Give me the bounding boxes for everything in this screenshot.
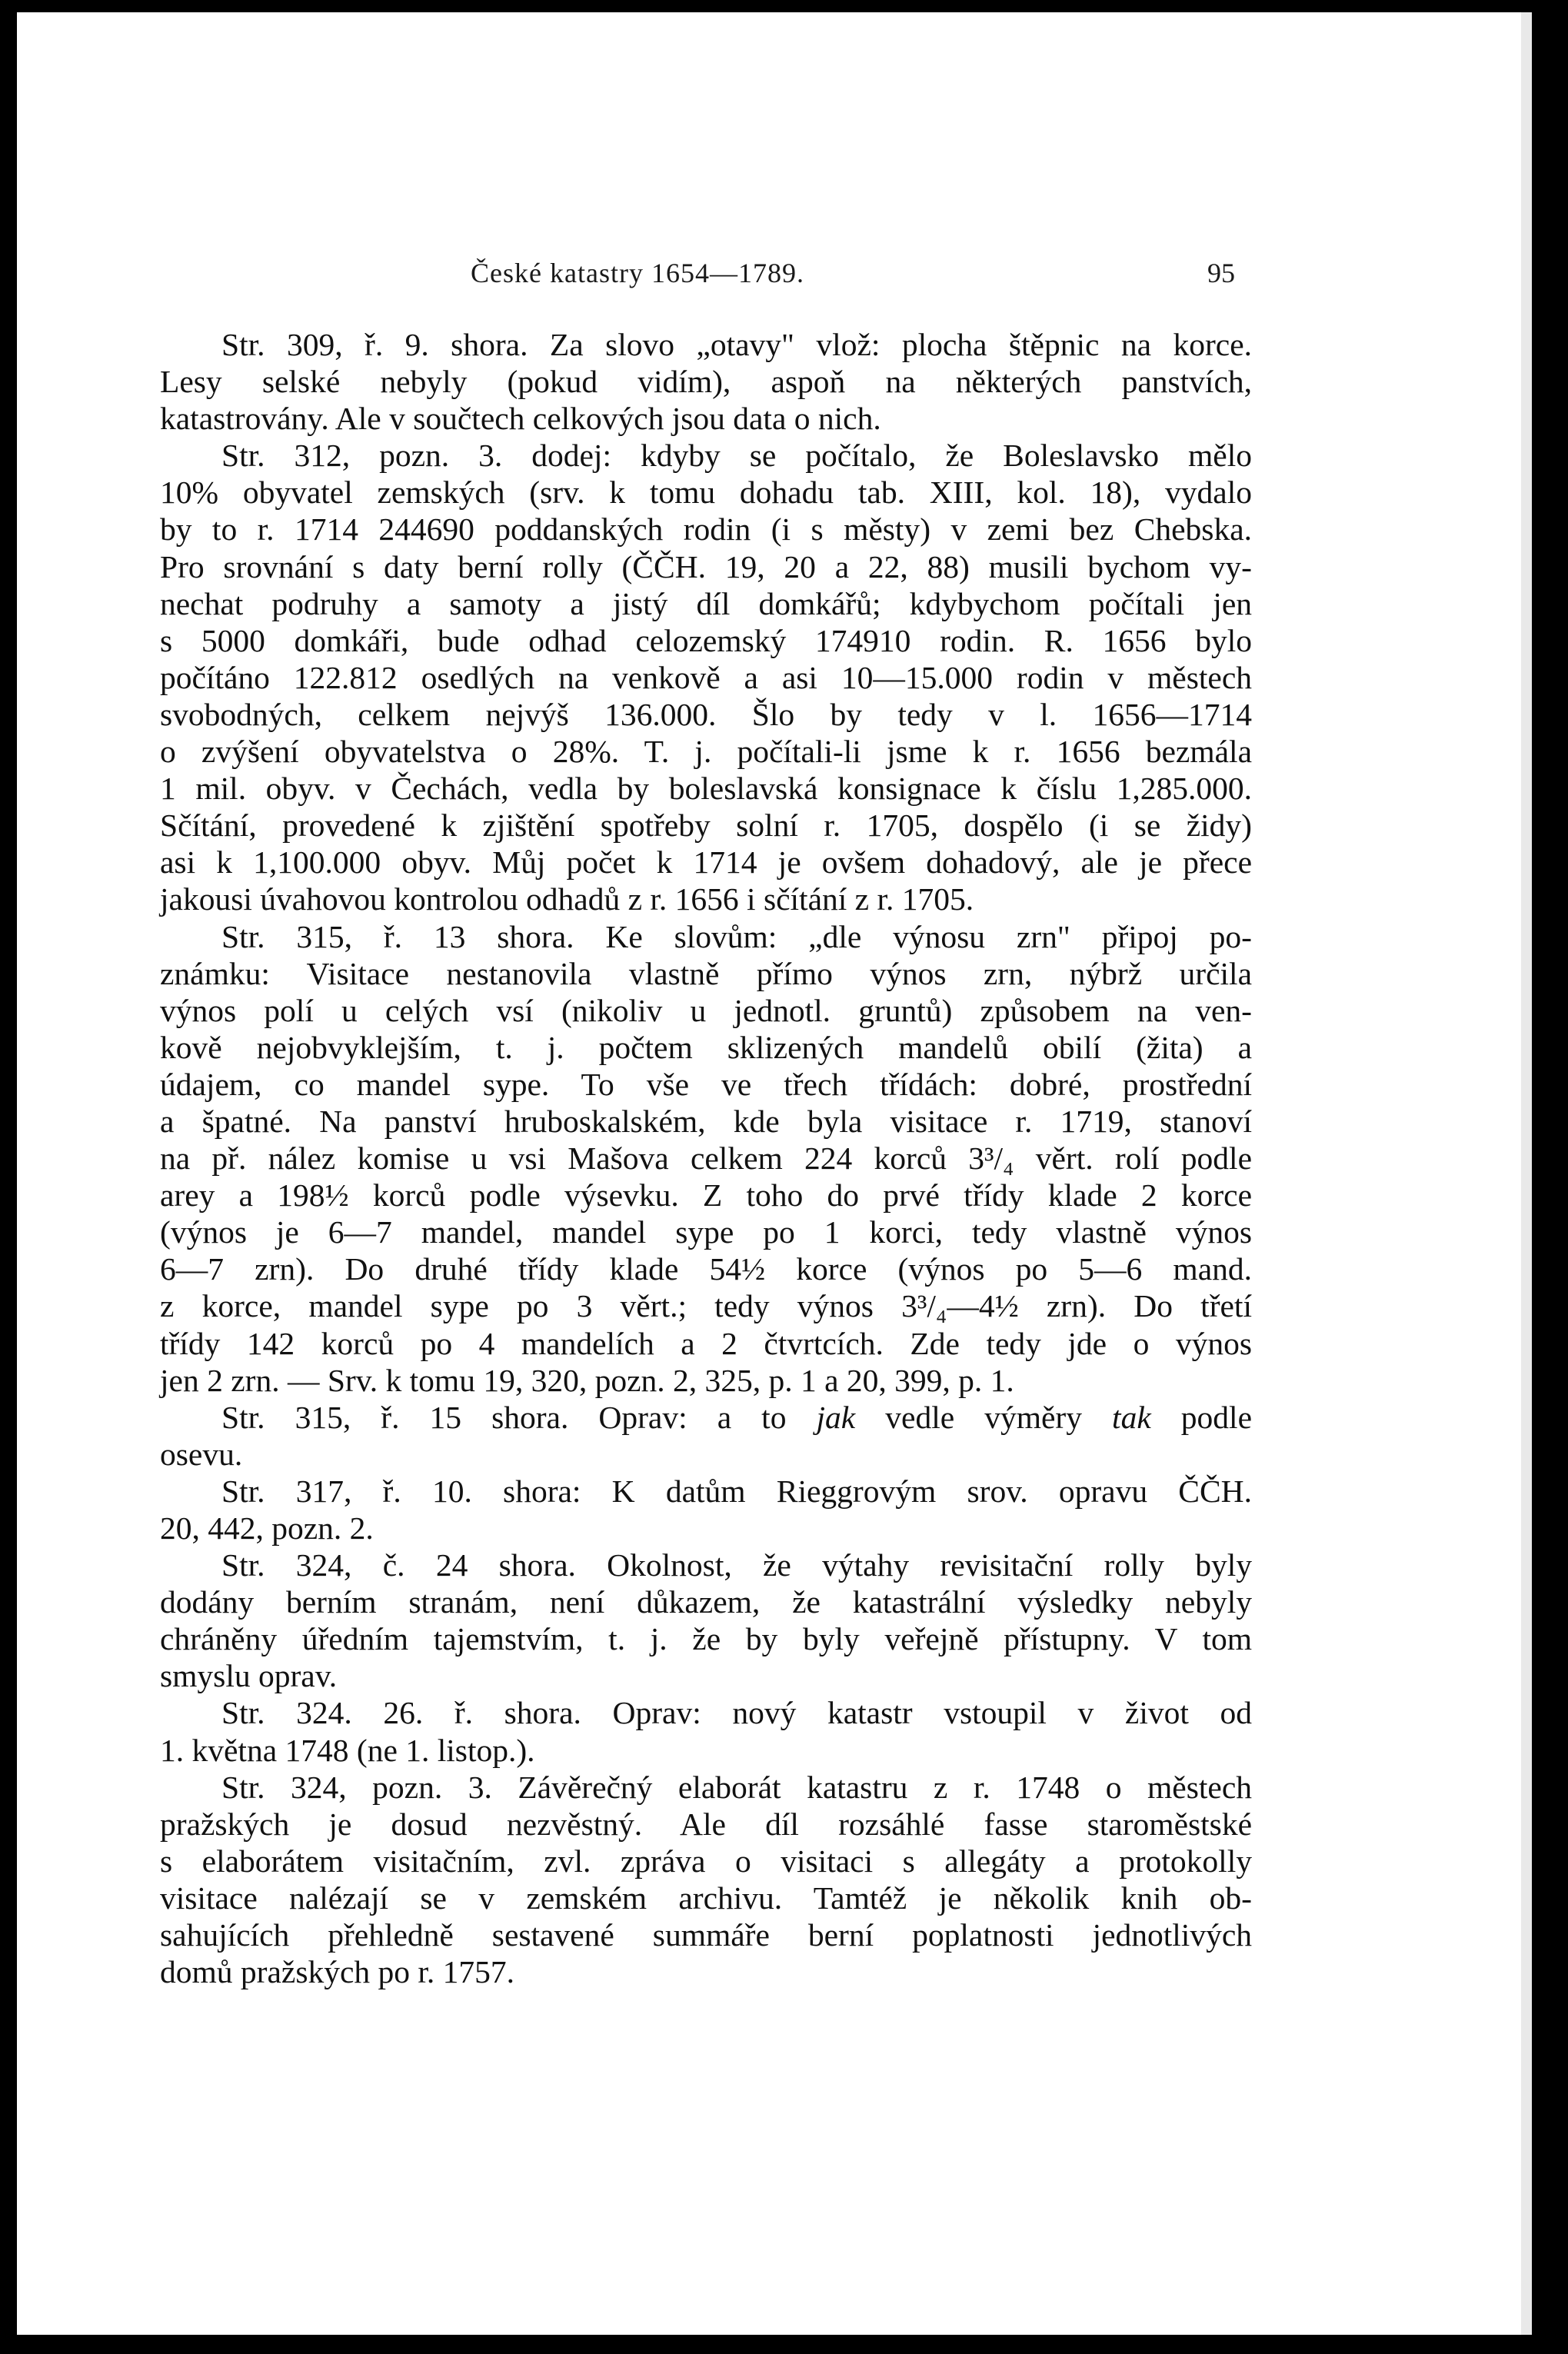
- text-line: pražských je dosud nezvěstný. Ale díl rozsáhlé fasse staroměstské: [160, 1806, 1252, 1842]
- text-line: počítáno 122.812 osedlých na venkově a asi 10—15.000 rodin v městech: [160, 659, 1252, 695]
- text-line: výnos polí u celých vsí (nikoliv u jednotl. gruntů) způsobem na ven-: [160, 992, 1252, 1028]
- running-head: [17, 257, 1532, 295]
- scanned-page: [17, 12, 1532, 2335]
- text-line: z korce, mandel sype po 3 věrt.; tedy výnos 3³/₄—4½ zrn). Do třetí: [160, 1288, 1252, 1324]
- text-line: svobodných, celkem nejvýš 136.000. Šlo by tedy v l. 1656—1714: [160, 696, 1252, 732]
- text-line: 1. května 1748 (ne 1. listop.).: [160, 1732, 535, 1768]
- text-line: 1 mil. obyv. v Čechách, vedla by boleslavská konsignace k číslu 1,285.000.: [160, 771, 1252, 807]
- page-edge-shadow: [1521, 12, 1532, 2335]
- text-line: Str. 312, pozn. 3. dodej: kdyby se počítalo, že Boleslavsko mělo: [221, 438, 1252, 474]
- italic-word-tak: tak: [1112, 1399, 1151, 1435]
- text-line: by to r. 1714 244690 poddanských rodin (i s městy) v zemi bez Chebska.: [160, 511, 1252, 548]
- paragraph-str-312: [160, 437, 1252, 917]
- text-line: s 5000 domkáři, bude odhad celozemský 174910 rodin. R. 1656 bylo: [160, 622, 1252, 658]
- text-segment: Str. 315, ř. 15 shora. Oprav: a to: [221, 1399, 817, 1435]
- text-line: Pro srovnání s daty berní rolly (ČČH. 19, 20 a 22, 88) musili bychom vy-: [160, 548, 1252, 584]
- text-line: Sčítání, provedené k zjištění spotřeby solní r. 1705, dospělo (i se židy): [160, 807, 1252, 844]
- text-line: smyslu oprav.: [160, 1658, 338, 1694]
- text-line: visitace nalézají se v zemském archivu. Tamtéž je několik knih ob-: [160, 1880, 1252, 1916]
- text-line: Lesy selské nebyly (pokud vidím), aspoň na některých panstvích,: [160, 364, 1252, 400]
- text-line: kově nejobvyklejším, t. j. počtem sklizených mandelů obilí (žita) a: [160, 1029, 1252, 1065]
- text-segment: vedle výměry: [855, 1399, 1113, 1435]
- paragraph-str-317: [160, 1473, 1252, 1547]
- text-line: třídy 142 korců po 4 mandelích a 2 čtvrtcích. Zde tedy jde o výnos: [160, 1325, 1252, 1361]
- text-line: na př. nález komise u vsi Mašova celkem 224 korců 3³/₄ věrt. rolí podle: [160, 1140, 1252, 1177]
- text-line: nechat podruhy a samoty a jistý díl domkářů; kdybychom počítali jen: [160, 585, 1252, 621]
- text-line: 10% obyvatel zemských (srv. k tomu dohadu tab. XIII, kol. 18), vydalo: [160, 474, 1252, 511]
- text-line: chráněny úředním tajemstvím, t. j. že by byly veřejně přístupny. V tom: [160, 1621, 1252, 1657]
- paragraph-str-315-r15: [160, 1399, 1252, 1473]
- paragraph-str-324-r26: [160, 1694, 1252, 1768]
- page-number: 95: [1207, 258, 1235, 288]
- text-line: osevu.: [160, 1436, 243, 1472]
- text-line: domů pražských po r. 1757.: [160, 1954, 515, 1990]
- text-line: Str. 317, ř. 10. shora: K datům Rieggrovým srov. opravu ČČH.: [221, 1473, 1252, 1509]
- body-text: [160, 326, 1252, 1990]
- text-line: známku: Visitace nestanovila vlastně přímo výnos zrn, nýbrž určila: [160, 955, 1252, 991]
- text-line: Str. 324, pozn. 3. Závěrečný elaborát katastru z r. 1748 o městech: [221, 1769, 1252, 1805]
- text-line: Str. 315, ř. 13 shora. Ke slovům: „dle výnosu zrn" připoj po-: [221, 918, 1252, 954]
- text-line: arey a 198½ korců podle výsevku. Z toho do prvé třídy klade 2 korce: [160, 1177, 1252, 1214]
- text-line: Str. 324, č. 24 shora. Okolnost, že výtahy revisitační rolly byly: [221, 1547, 1252, 1583]
- text-line: asi k 1,100.000 obyv. Můj počet k 1714 je ovšem dohadový, ale je přece: [160, 844, 1252, 881]
- text-line: sahujících přehledně sestavené summáře berní poplatnosti jednotlivých: [160, 1917, 1252, 1953]
- running-title: České katastry 1654—1789.: [471, 258, 804, 288]
- text-line: [160, 1399, 1252, 1436]
- paragraph-str-315-r13: [160, 918, 1252, 1399]
- paragraph-str-324-c24: [160, 1547, 1252, 1694]
- text-line: s elaborátem visitačním, zvl. zpráva o visitaci s allegáty a protokolly: [160, 1843, 1252, 1879]
- text-line: a špatné. Na panství hruboskalském, kde byla visitace r. 1719, stanoví: [160, 1103, 1252, 1139]
- text-line: jen 2 zrn. — Srv. k tomu 19, 320, pozn. 2, 325, p. 1 a 20, 399, p. 1.: [160, 1362, 1014, 1398]
- text-line: Str. 324. 26. ř. shora. Oprav: nový katastr vstoupil v život od: [221, 1695, 1252, 1731]
- text-segment: podle: [1150, 1399, 1253, 1435]
- text-line: údajem, co mandel sype. To vše ve třech třídách: dobré, prostřední: [160, 1066, 1252, 1102]
- text-line: jakousi úvahovou kontrolou odhadů z r. 1656 i sčítání z r. 1705.: [160, 881, 974, 917]
- italic-word-jak: jak: [816, 1399, 856, 1435]
- paragraph-str-324-pozn3: [160, 1769, 1252, 1991]
- text-line: katastrovány. Ale v součtech celkových jsou data o nich.: [160, 401, 881, 437]
- paragraph-str-309: [160, 326, 1252, 437]
- text-line: dodány berním stranám, není důkazem, že katastrální výsledky nebyly: [160, 1584, 1252, 1620]
- text-line: (výnos je 6—7 mandel, mandel sype po 1 korci, tedy vlastně výnos: [160, 1214, 1252, 1250]
- text-line: o zvýšení obyvatelstva o 28%. T. j. počítali-li jsme k r. 1656 bezmála: [160, 734, 1252, 770]
- text-line: 20, 442, pozn. 2.: [160, 1510, 374, 1546]
- text-line: 6—7 zrn). Do druhé třídy klade 54½ korce (výnos po 5—6 mand.: [160, 1251, 1252, 1287]
- text-line: Str. 309, ř. 9. shora. Za slovo „otavy" vlož: plocha štěpnic na korce.: [221, 327, 1252, 362]
